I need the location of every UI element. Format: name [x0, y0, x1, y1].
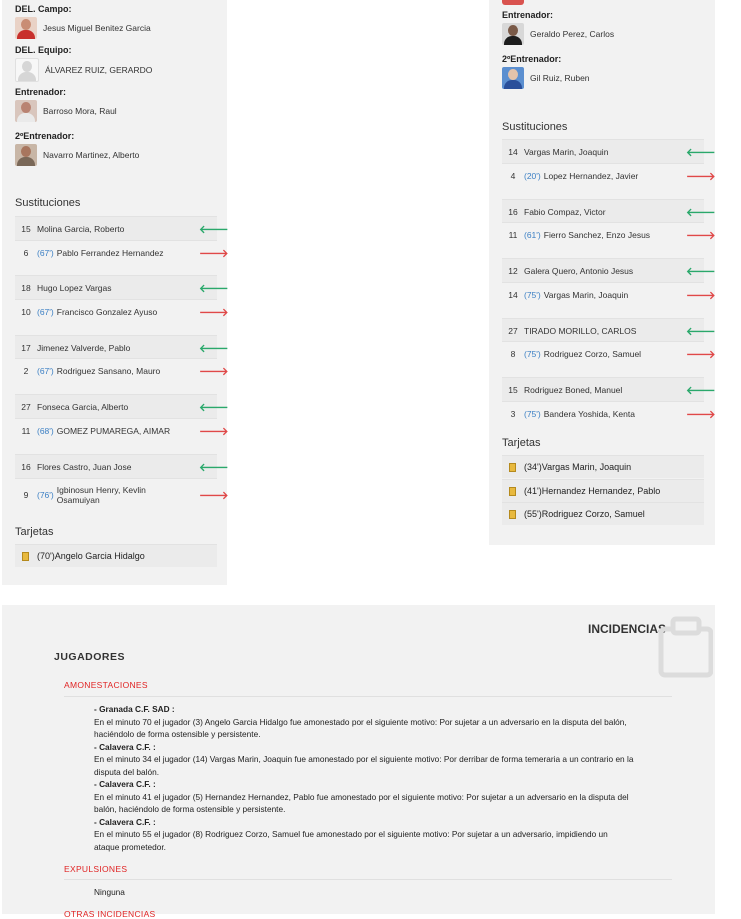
player-name: Hugo Lopez Vargas — [37, 283, 112, 293]
sub-in-row[interactable] — [502, 139, 716, 164]
player-name: TIRADO MORILLO, CARLOS — [524, 326, 637, 336]
sub-minute: (67') — [37, 307, 54, 317]
team-label: - Calavera C.F. : — [94, 816, 156, 827]
player-number: 16 — [508, 207, 518, 217]
sub-out-row[interactable] — [502, 222, 716, 247]
player-number: 27 — [508, 326, 518, 336]
player-number: 2 — [23, 366, 29, 376]
sub-out-row[interactable] — [15, 478, 229, 511]
yellow-card-icon — [509, 463, 516, 472]
sub-minute: (67') — [37, 248, 54, 258]
staff-name[interactable]: Gil Ruiz, Ruben — [530, 73, 590, 83]
sub-in-row[interactable] — [502, 199, 716, 224]
staff-photo — [502, 67, 524, 89]
player-name: Angelo Garcia Hidalgo — [54, 551, 145, 561]
player-number: 18 — [21, 283, 31, 293]
player-name: Rodriguez Boned, Manuel — [524, 385, 623, 395]
player-number: 27 — [21, 402, 31, 412]
player-name: Fonseca Garcia, Alberto — [37, 402, 129, 412]
arrow-right-icon: 🡒 — [199, 307, 229, 319]
arrow-left-icon: 🡐 — [686, 147, 716, 159]
incident-text: En el minuto 55 el jugador (8) Rodriguez Corzo, Samuel fue amonestado por el siguiente motivo: Por sujetar a un adversario, impidiendo un ataque prometedor. — [94, 829, 608, 852]
arrow-right-icon: 🡒 — [199, 366, 229, 378]
sub-in-row[interactable] — [15, 216, 229, 241]
player-name: GOMEZ PUMAREGA, AIMAR — [56, 426, 171, 436]
clipboard-icon — [655, 611, 713, 679]
player-number: 15 — [508, 385, 518, 395]
player-name: Igbinosun Henry, Kevlin Osamuiyan — [56, 485, 146, 505]
divider — [64, 696, 672, 697]
sub-in-row[interactable] — [15, 454, 229, 479]
amonestaciones-list — [94, 703, 634, 853]
arrow-right-icon: 🡒 — [686, 349, 716, 361]
player-number: 11 — [508, 230, 518, 240]
arrow-left-icon: 🡐 — [686, 266, 716, 278]
incident-text: En el minuto 34 el jugador (14) Vargas Marin, Joaquin fue amonestado por el siguiente motivo: Por derribar de forma temeraria a un contrario en la disputa del balón. — [94, 754, 634, 777]
player-name: Fierro Sanchez, Enzo Jesus — [543, 230, 651, 240]
staff-role: DEL. Equipo: — [15, 45, 72, 55]
card-row[interactable] — [15, 544, 217, 567]
arrow-left-icon: 🡐 — [686, 385, 716, 397]
card-minute: (41') — [524, 486, 542, 496]
sub-minute: (20') — [524, 171, 541, 181]
staff-role: 2ºEntrenador: — [502, 54, 562, 64]
sub-minute: (75') — [524, 349, 541, 359]
arrow-right-icon: 🡒 — [199, 248, 229, 260]
staff-del-equipo — [15, 45, 152, 82]
arrow-left-icon: 🡐 — [199, 224, 229, 236]
away-team-panel — [489, 0, 715, 545]
player-number: 14 — [508, 290, 518, 300]
staff-entrenador — [15, 87, 117, 122]
card-minute: (70') — [37, 551, 55, 561]
staff-photo — [502, 23, 524, 45]
arrow-left-icon: 🡐 — [686, 207, 716, 219]
arrow-left-icon: 🡐 — [199, 462, 229, 474]
sub-minute: (75') — [524, 409, 541, 419]
player-number: 17 — [21, 343, 31, 353]
staff-del-campo — [15, 4, 151, 39]
sub-minute: (75') — [524, 290, 541, 300]
staff-role: 2ºEntrenador: — [15, 131, 75, 141]
arrow-left-icon: 🡐 — [686, 326, 716, 338]
player-name: Vargas Marin, Joaquin — [541, 462, 632, 472]
team-label: - Granada C.F. SAD : — [94, 704, 175, 714]
jugadores-heading: JUGADORES — [54, 651, 126, 663]
staff-name[interactable]: Jesus Miguel Benitez Garcia — [43, 23, 151, 33]
staff-role: Entrenador: — [15, 87, 67, 97]
arrow-right-icon: 🡒 — [686, 290, 716, 302]
yellow-card-icon — [509, 510, 516, 519]
player-number: 8 — [510, 349, 516, 359]
sub-out-row[interactable] — [502, 163, 716, 188]
staff-name[interactable]: ÁLVAREZ RUIZ, GERARDO — [45, 65, 153, 75]
player-number: 10 — [21, 307, 31, 317]
substitutions-title: Sustituciones — [15, 197, 81, 209]
player-name: Rodriguez Sansano, Mauro — [56, 366, 161, 376]
arrow-right-icon: 🡒 — [686, 409, 716, 421]
player-name: Francisco Gonzalez Ayuso — [56, 307, 158, 317]
sub-out-row[interactable] — [502, 341, 716, 366]
otras-incidencias-heading: OTRAS INCIDENCIAS — [64, 909, 156, 919]
card-minute: (34') — [524, 462, 542, 472]
sub-out-row[interactable] — [502, 282, 716, 307]
sub-in-row[interactable] — [15, 275, 229, 300]
arrow-left-icon: 🡐 — [199, 343, 229, 355]
sub-out-row[interactable] — [502, 401, 716, 426]
expulsiones-text: Ninguna — [94, 887, 125, 897]
player-number: 12 — [508, 266, 518, 276]
team-label: - Calavera C.F. : — [94, 779, 156, 789]
arrow-right-icon: 🡒 — [686, 230, 716, 242]
sub-in-row[interactable] — [502, 377, 716, 402]
player-number: 16 — [21, 462, 31, 472]
sub-minute: (68') — [37, 426, 54, 436]
sub-in-row[interactable] — [502, 318, 716, 343]
player-name: Hernandez Hernandez, Pablo — [541, 486, 661, 496]
sub-out-row[interactable] — [15, 418, 229, 443]
staff-photo — [15, 100, 37, 122]
incident-text: En el minuto 70 el jugador (3) Angelo Garcia Hidalgo fue amonestado por el siguiente motivo: Por sujetar a un adversario en la disputa del balón, haciéndolo de forma ostensible y persistente. — [94, 716, 627, 739]
incident-text: En el minuto 41 el jugador (5) Hernandez Hernandez, Pablo fue amonestado por el siguiente motivo: Por sujetar a un adversario en la disputa del balón, haciéndolo de forma ostensible y persistente. — [94, 791, 629, 814]
player-number: 6 — [23, 248, 29, 258]
sub-in-row[interactable] — [15, 394, 229, 419]
incidencias-panel — [2, 605, 715, 919]
player-name: Fabio Compaz, Victor — [524, 207, 606, 217]
card-row[interactable] — [502, 455, 704, 478]
sub-in-row[interactable] — [15, 335, 229, 360]
cards-title: Tarjetas — [502, 437, 541, 449]
player-name: Rodriguez Corzo, Samuel — [541, 509, 645, 519]
substitutions-title: Sustituciones — [502, 121, 568, 133]
player-name: Bandera Yoshida, Kenta — [543, 409, 635, 419]
sub-out-row[interactable] — [15, 299, 229, 324]
staff-role: Entrenador: — [502, 10, 554, 20]
player-name: Jimenez Valverde, Pablo — [37, 343, 131, 353]
staff-photo-partial — [502, 0, 524, 5]
player-name: Molina Garcia, Roberto — [37, 224, 125, 234]
yellow-card-icon — [22, 552, 29, 561]
card-minute: (55') — [524, 509, 542, 519]
staff-entrenador — [502, 10, 614, 45]
arrow-left-icon: 🡐 — [199, 283, 229, 295]
player-name: Pablo Ferrandez Hernandez — [56, 248, 164, 258]
player-number: 3 — [510, 409, 516, 419]
staff-name[interactable]: Geraldo Perez, Carlos — [530, 29, 615, 39]
player-number: 9 — [23, 490, 29, 500]
cards-title: Tarjetas — [15, 526, 54, 538]
staff-photo — [15, 17, 37, 39]
player-name: Galera Quero, Antonio Jesus — [524, 266, 634, 276]
home-team-panel — [2, 0, 227, 585]
arrow-right-icon: 🡒 — [199, 490, 229, 502]
divider — [64, 879, 672, 880]
team-label: - Calavera C.F. : — [94, 741, 156, 752]
arrow-right-icon: 🡒 — [199, 426, 229, 438]
card-row[interactable] — [502, 479, 704, 502]
card-row[interactable] — [502, 502, 704, 525]
sub-minute: (67') — [37, 366, 54, 376]
arrow-right-icon: 🡒 — [686, 171, 716, 183]
staff-role: DEL. Campo: — [15, 4, 72, 14]
player-name: Lopez Hernandez, Javier — [543, 171, 639, 181]
yellow-card-icon — [509, 487, 516, 496]
player-name: Rodriguez Corzo, Samuel — [543, 349, 642, 359]
player-name: Flores Castro, Juan Jose — [37, 462, 132, 472]
staff-name[interactable]: Navarro Martinez, Alberto — [43, 150, 140, 160]
player-name: Vargas Marin, Joaquin — [524, 147, 609, 157]
staff-photo — [15, 144, 37, 166]
sub-in-row[interactable] — [502, 258, 716, 283]
player-number: 11 — [21, 426, 31, 436]
staff-photo-placeholder — [15, 58, 39, 82]
staff-segundo-entrenador — [502, 54, 590, 89]
incidencias-title: INCIDENCIAS — [587, 622, 666, 636]
sub-out-row[interactable] — [15, 240, 229, 265]
staff-segundo-entrenador — [15, 131, 139, 166]
sub-minute: (61') — [524, 230, 541, 240]
player-number: 4 — [510, 171, 516, 181]
arrow-left-icon: 🡐 — [199, 402, 229, 414]
player-number: 15 — [21, 224, 31, 234]
sub-out-row[interactable] — [15, 358, 229, 383]
amonestaciones-heading: AMONESTACIONES — [64, 680, 148, 690]
player-name: Vargas Marin, Joaquin — [543, 290, 629, 300]
player-number: 14 — [508, 147, 518, 157]
expulsiones-heading: EXPULSIONES — [64, 864, 128, 874]
staff-name[interactable]: Barroso Mora, Raul — [43, 106, 117, 116]
sub-minute: (76') — [37, 490, 54, 500]
